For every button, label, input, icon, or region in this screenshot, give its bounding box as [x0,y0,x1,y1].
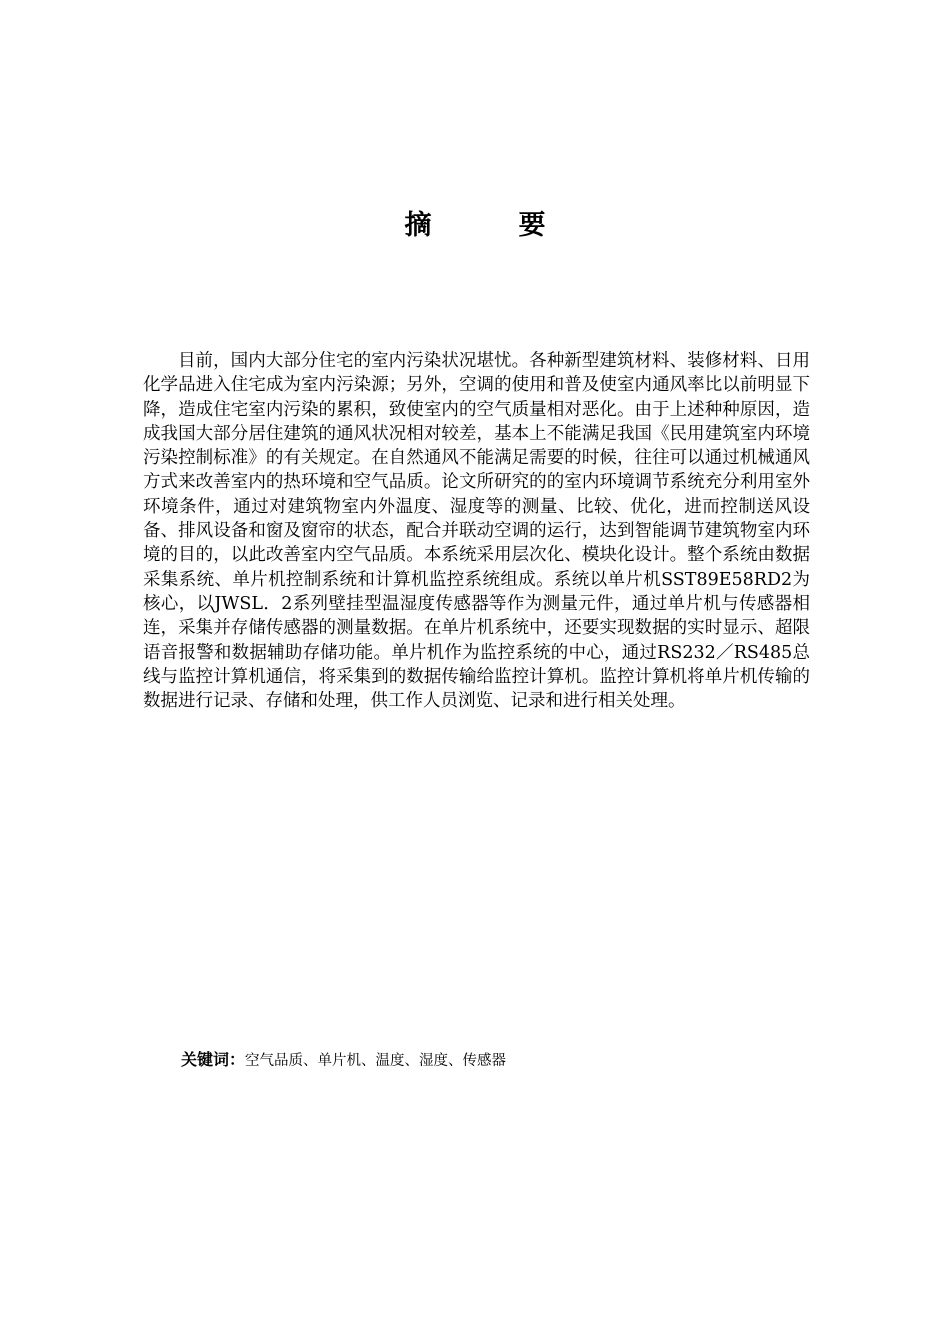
keywords-line [181,1048,821,1073]
page-title: 摘 要 [404,210,576,241]
keywords-values: 空气品质、单片机、温度、湿度、传感器 [245,1053,507,1069]
abstract-paragraph: 目前，国内大部分住宅的室内污染状况堪忧。各种新型建筑材料、装修材料、日用化学品进入住宅成为室内污染源；另外，空调的使用和普及使室内通风率比以前明显下降，造成住宅室内污染的累积，致使室内的空气质量相对恶化。由于上述种种原因，造成我国大部分居住建筑的通风状况相对较差，基本上不能满足我国《民用建筑室内环境污染控制标准》的有关规定。在自然通风不能满足需要的时候，往往可以通过机械通风方式来改善室内的热环境和空气品质。论文所研究的的室内环境调节系统充分利用室外环境条件，通过对建筑物室内外温度、湿度等的测量、比较、优化，进而控制送风设备、排风设备和窗及窗帘的状态，配合并联动空调的运行，达到智能调节建筑物室内环境的目的，以此改善室内空气品质。本系统采用层次化、模块化设计。整个系统由数据采集系统、单片机控制系统和计算机监控系统组成。系统以单片机SST89E58RD2为核心，以JWSL．2系列壁挂型温湿度传感器等作为测量元件，通过单片机与传感器相连，采集并存储传感器的测量数据。在单片机系统中，还要实现数据的实时显示、超限语音报警和数据辅助存储功能。单片机作为监控系统的中心，通过RS232／RS485总线与监控计算机通信，将采集到的数据传输给监控计算机。监控计算机将单片机传输的数据进行记录、存储和处理，供工作人员浏览、记录和进行相关处理。 [143,351,810,712]
abstract-section [143,349,810,713]
keywords-label: 关键词： [181,1050,246,1069]
